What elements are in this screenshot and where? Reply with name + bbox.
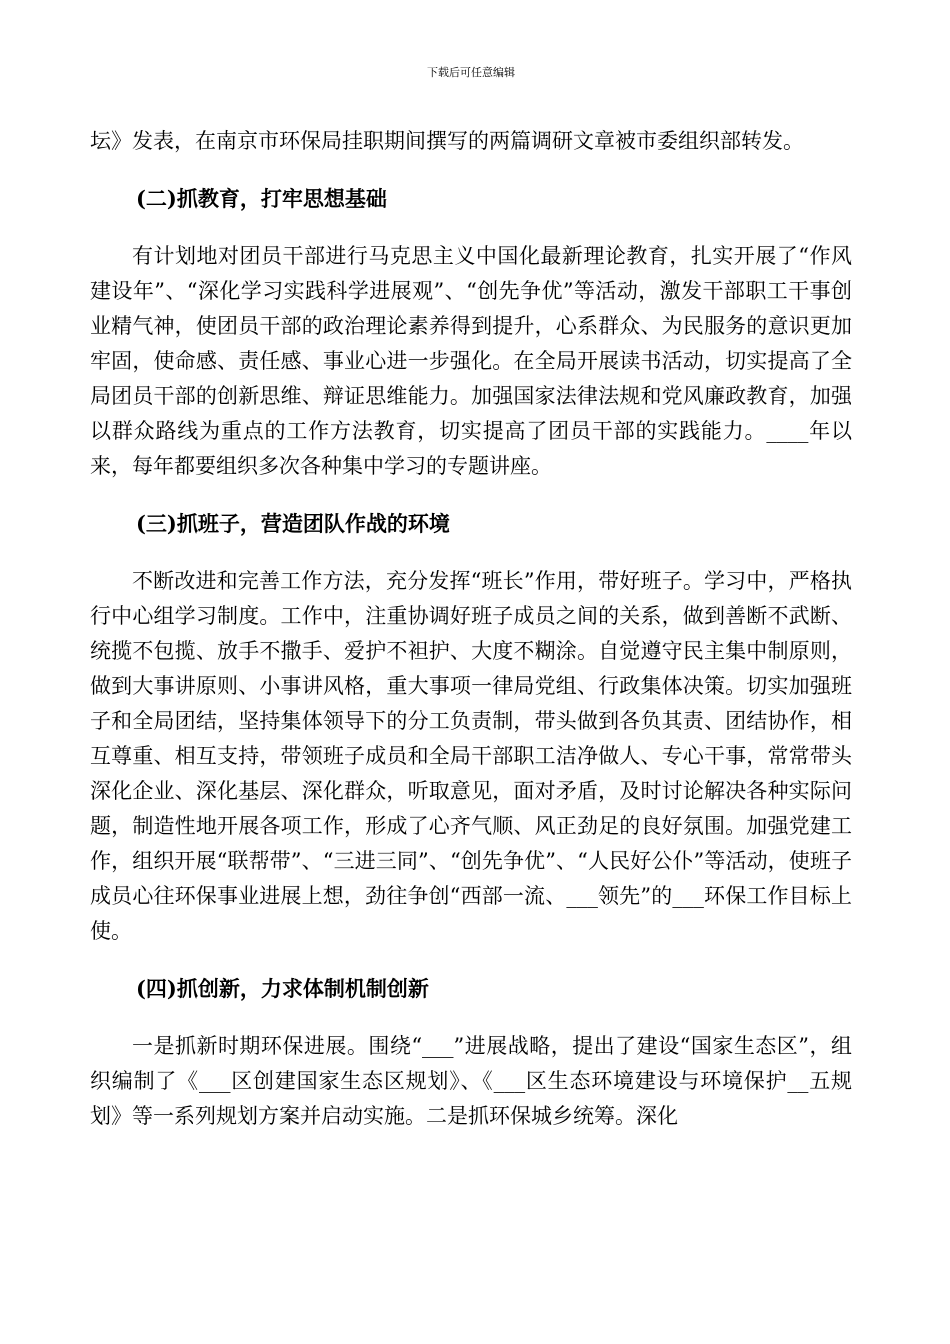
section-heading-3: (三)抓班子，营造团队作战的环境 xyxy=(136,511,450,536)
paragraph-team: 不断改进和完善工作方法，充分发挥“班长”作用，带好班子。学习中，严格执行中心组学习制度。工作中，注重协调好班子成员之间的关系，做到善断不武断、统揽不包揽、放手不撒手、爱护不袒护、大度不糊涂。自觉遵守民主集中制原则，做到大事讲原则、小事讲风格，重大事项一律局党组、行政集体决策。切实加强班子和全局团结，坚持集体领导下的分工负责制，带头做到各负其责、团结协作，相互尊重、相互支持，带领班子成员和全局干部职工洁净做人、专心干事，常常带头深化企业、深化基层、深化群众，听取意见，面对矛盾，及时讨论解决各种实际问题，制造性地开展各项工作，形成了心齐气顺、风正劲足的良好氛围。加强党建工作，组织开展“联帮带”、“三进三同”、“创先争优”、“人民好公仆”等活动，使班子成员心往环保事业进展上想，劲往争创“西部一流、___领先”的___环保工作目标上使。 xyxy=(90,569,852,943)
paragraph-innovation: 一是抓新时期环保进展。围绕“___”进展战略，提出了建设“国家生态区”，组织编制了《___区创建国家生态区规划》、《___区生态环境建设与环境保护__五规划》等一系列规划方案并启动实施。二是抓环保城乡统筹。深化 xyxy=(90,1034,852,1128)
paragraph-education: 有计划地对团员干部进行马克思主义中国化最新理论教育，扎实开展了“作风建设年”、“深化学习实践科学进展观”、“创先争优”等活动，激发干部职工干事创业精气神，使团员干部的政治理论素养得到提升，心系群众、为民服务的意识更加牢固，使命感、责任感、事业心进一步强化。在全局开展读书活动，切实提高了全局团员干部的创新思维、辩证思维能力。加强国家法律法规和党风廉政教育，加强以群众路线为重点的工作方法教育，切实提高了团员干部的实践能力。____年以来，每年都要组织多次各种集中学习的专题讲座。 xyxy=(90,244,852,478)
paragraph-continued: 坛》发表，在南京市环保局挂职期间撰写的两篇调研文章被市委组织部转发。 xyxy=(90,129,804,153)
section-heading-2: (二)抓教育，打牢思想基础 xyxy=(136,186,387,211)
section-heading-4: (四)抓创新，力求体制机制创新 xyxy=(136,976,429,1001)
page-header: 下载后可任意编辑 xyxy=(427,66,515,79)
